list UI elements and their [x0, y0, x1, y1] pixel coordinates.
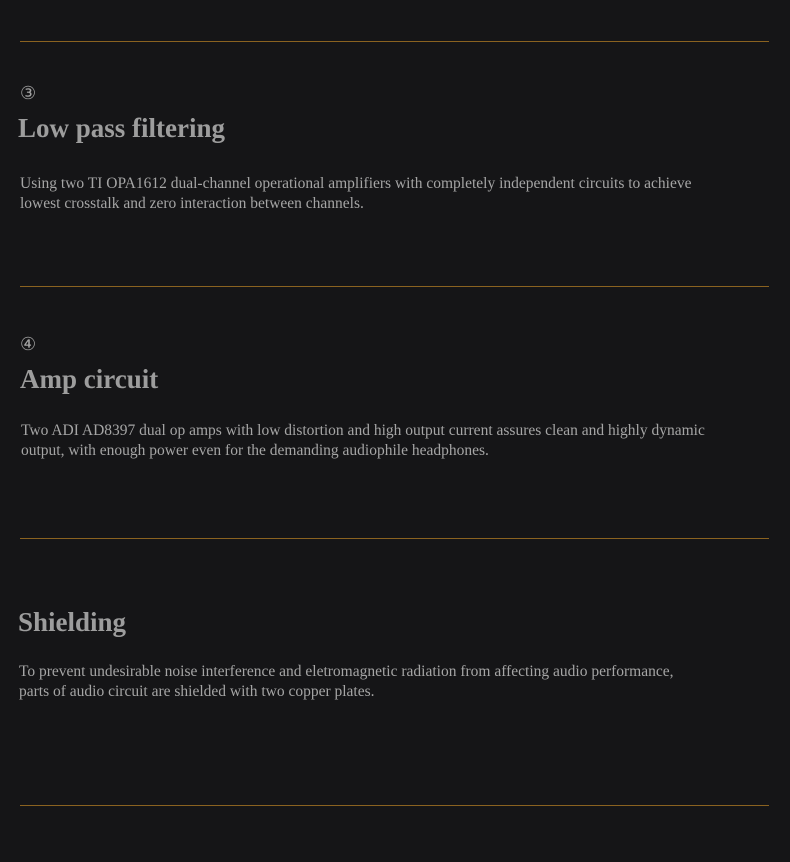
section-title: Shielding — [18, 607, 127, 637]
description-line: To prevent undesirable noise interference and eletromagnetic radiation from affecting audio performance, — [19, 663, 674, 680]
circled-number-3-marker: ③ — [20, 83, 37, 104]
section-title: Amp circuit — [20, 364, 159, 394]
description-line: Two ADI AD8397 dual op amps with low distortion and high output current assures clean and highly dynamic — [21, 422, 705, 439]
section-description — [20, 174, 750, 214]
description-line: parts of audio circuit are shielded with two copper plates. — [19, 683, 375, 700]
section-title: Low pass filtering — [18, 113, 226, 143]
section-divider — [20, 805, 769, 806]
circled-number-4-marker: ④ — [20, 334, 37, 355]
section-divider — [20, 538, 769, 539]
description-line: lowest crosstalk and zero interaction between channels. — [20, 195, 364, 212]
description-line: Using two TI OPA1612 dual-channel operational amplifiers with completely independent circuits to achieve — [20, 175, 692, 192]
section-description — [21, 421, 751, 461]
section-divider — [20, 41, 769, 42]
description-line: output, with enough power even for the demanding audiophile headphones. — [21, 442, 489, 459]
section-divider — [20, 286, 769, 287]
section-description — [19, 662, 749, 702]
